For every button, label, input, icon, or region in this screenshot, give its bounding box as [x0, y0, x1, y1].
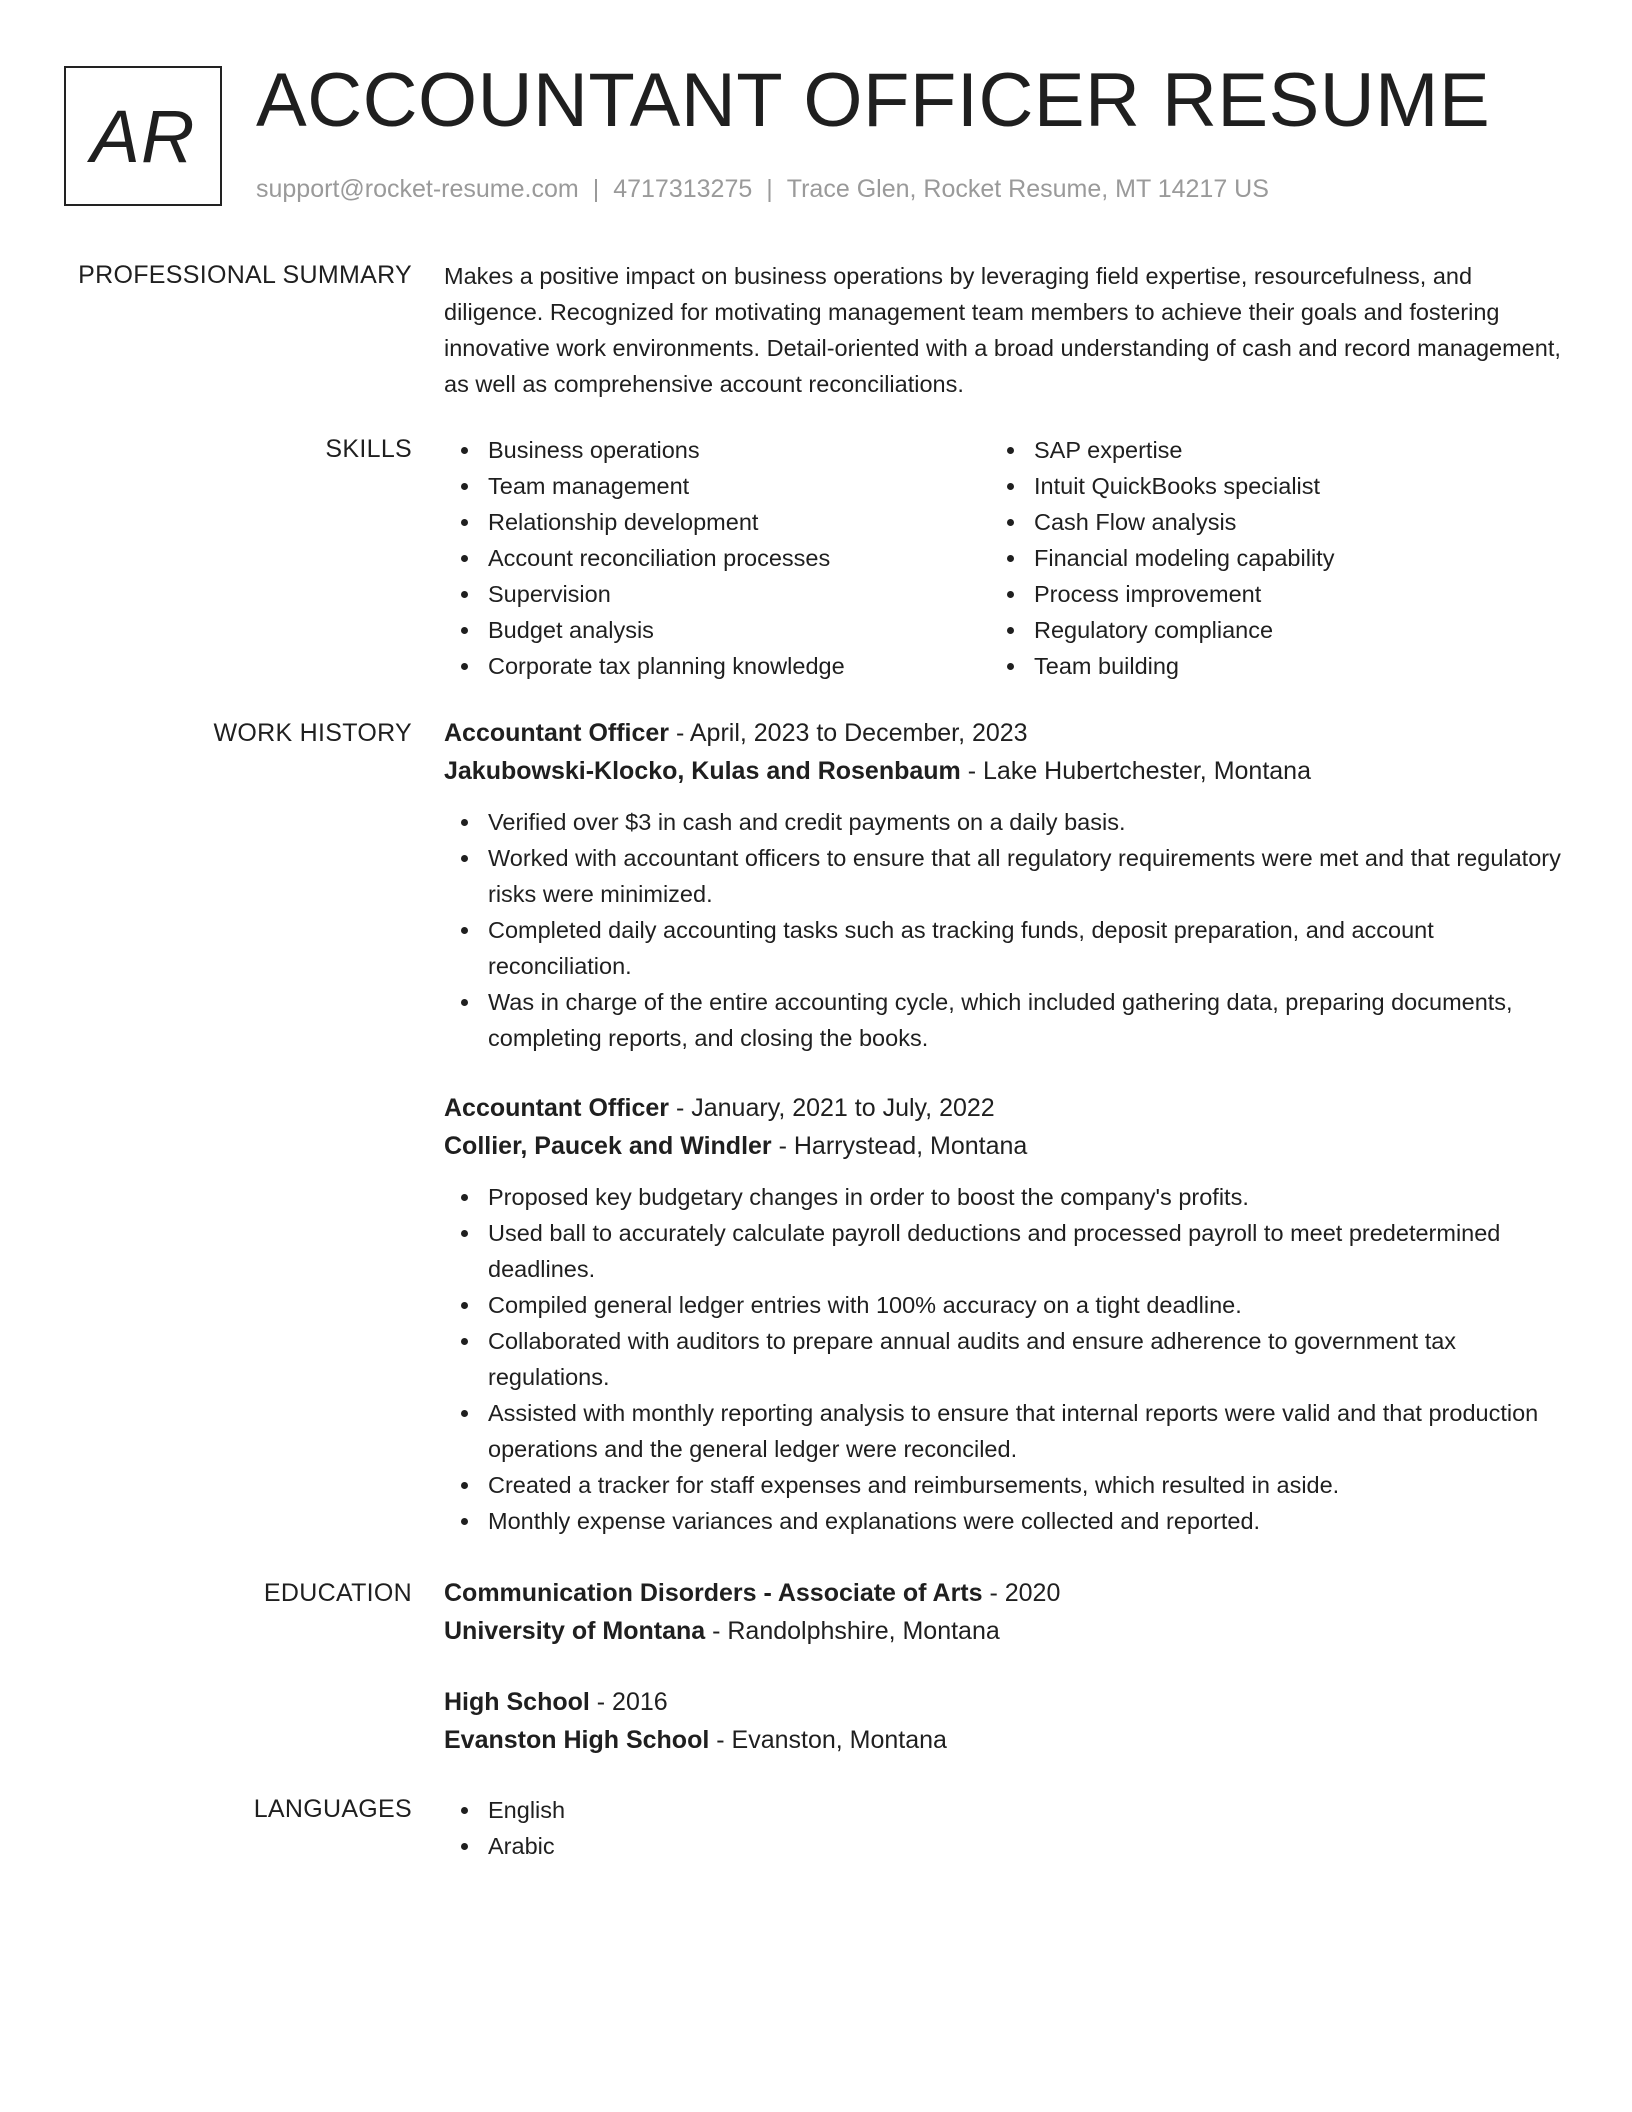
education-school-line [444, 1721, 1564, 1759]
language-item: English [444, 1792, 1564, 1828]
skills-list-right [990, 432, 1536, 684]
education-degree: Communication Disorders - Associate of Arts [444, 1579, 983, 1607]
education-school: University of Montana [444, 1617, 706, 1645]
job-title: Accountant Officer [444, 719, 670, 747]
job-bullet: Used ball to accurately calculate payroll deductions and processed payroll to meet predetermined deadlines. [444, 1215, 1564, 1287]
education-degree-line [444, 1683, 1564, 1721]
job-company: Jakubowski-Klocko, Kulas and Rosenbaum [444, 757, 961, 785]
skill-item: Relationship development [444, 504, 990, 540]
monogram-badge: AR [64, 66, 222, 206]
section-label-work: WORK HISTORY [213, 719, 412, 747]
section-label-skills: SKILLS [325, 435, 412, 463]
language-item: Arabic [444, 1828, 1564, 1864]
job-location: - Lake Hubertchester, Montana [960, 757, 1311, 785]
job-bullet: Collaborated with auditors to prepare annual audits and ensure adherence to government tax regulations. [444, 1323, 1564, 1395]
skills-section [444, 432, 1564, 684]
skill-item: Intuit QuickBooks specialist [990, 468, 1536, 504]
education-year: - 2016 [589, 1688, 668, 1716]
job-bullet: Completed daily accounting tasks such as tracking funds, deposit preparation, and account reconciliation. [444, 912, 1564, 984]
contact-line [256, 172, 1269, 206]
education-degree: High School [444, 1688, 590, 1716]
resume-title: ACCOUNTANT OFFICER RESUME [256, 58, 1491, 143]
skill-item: Budget analysis [444, 612, 990, 648]
job-bullet: Compiled general ledger entries with 100% accuracy on a tight deadline. [444, 1287, 1564, 1323]
skill-item: Cash Flow analysis [990, 504, 1536, 540]
job-entry [444, 1089, 1564, 1539]
skill-item: Regulatory compliance [990, 612, 1536, 648]
job-org-line [444, 752, 1564, 790]
education-location: - Randolphshire, Montana [705, 1617, 1000, 1645]
contact-address: Trace Glen, Rocket Resume, MT 14217 US [786, 175, 1269, 203]
summary-section [444, 258, 1564, 402]
contact-separator: | [592, 175, 600, 203]
skill-item: Team management [444, 468, 990, 504]
skill-item: Financial modeling capability [990, 540, 1536, 576]
education-entry [444, 1683, 1564, 1759]
contact-separator: | [766, 175, 773, 203]
languages-section [444, 1792, 1564, 1864]
education-location: - Evanston, Montana [709, 1726, 947, 1754]
contact-phone: 4717313275 [613, 175, 753, 203]
skill-item: Account reconciliation processes [444, 540, 990, 576]
job-bullet: Worked with accountant officers to ensure that all regulatory requirements were met and that regulatory risks were minimized. [444, 840, 1564, 912]
job-dates: - April, 2023 to December, 2023 [669, 719, 1028, 747]
skill-item: Business operations [444, 432, 990, 468]
job-bullet: Monthly expense variances and explanations were collected and reported. [444, 1503, 1564, 1539]
job-bullet: Assisted with monthly reporting analysis to ensure that internal reports were valid and that production operations and the general ledger were reconciled. [444, 1395, 1564, 1467]
job-bullet: Verified over $3 in cash and credit payments on a daily basis. [444, 804, 1564, 840]
education-degree-line [444, 1574, 1564, 1612]
job-bullet: Was in charge of the entire accounting cycle, which included gathering data, preparing documents, completing reports, and closing the books. [444, 984, 1564, 1056]
job-entry [444, 714, 1564, 1056]
section-label-languages: LANGUAGES [253, 1795, 412, 1823]
section-label-summary: PROFESSIONAL SUMMARY [78, 261, 412, 289]
job-bullets [444, 804, 1564, 1056]
languages-list [444, 1792, 1564, 1864]
job-dates: - January, 2021 to July, 2022 [669, 1094, 995, 1122]
job-org-line [444, 1127, 1564, 1165]
contact-email: support@rocket-resume.com [256, 175, 579, 203]
summary-text: Makes a positive impact on business operations by leveraging field expertise, resourcefulness, and diligence. Recognized for motivating management team members to achieve their goals and fostering innovative work environments. Detail-oriented with a broad understanding of cash and record management, as well as comprehensive account reconciliations. [444, 263, 1561, 397]
skill-item: Team building [990, 648, 1536, 684]
skill-item: Corporate tax planning knowledge [444, 648, 990, 684]
job-bullet: Proposed key budgetary changes in order to boost the company's profits. [444, 1179, 1564, 1215]
skills-list-left [444, 432, 990, 684]
education-school-line [444, 1612, 1564, 1650]
job-location: - Harrystead, Montana [771, 1132, 1028, 1160]
education-year: - 2020 [982, 1579, 1061, 1607]
job-title-line [444, 714, 1564, 752]
job-company: Collier, Paucek and Windler [444, 1132, 772, 1160]
education-entry [444, 1574, 1564, 1650]
job-title: Accountant Officer [444, 1094, 670, 1122]
job-bullets [444, 1179, 1564, 1539]
skill-item: Supervision [444, 576, 990, 612]
section-label-education: EDUCATION [263, 1579, 412, 1607]
job-title-line [444, 1089, 1564, 1127]
job-bullet: Created a tracker for staff expenses and reimbursements, which resulted in aside. [444, 1467, 1564, 1503]
skill-item: SAP expertise [990, 432, 1536, 468]
skill-item: Process improvement [990, 576, 1536, 612]
education-school: Evanston High School [444, 1726, 710, 1754]
